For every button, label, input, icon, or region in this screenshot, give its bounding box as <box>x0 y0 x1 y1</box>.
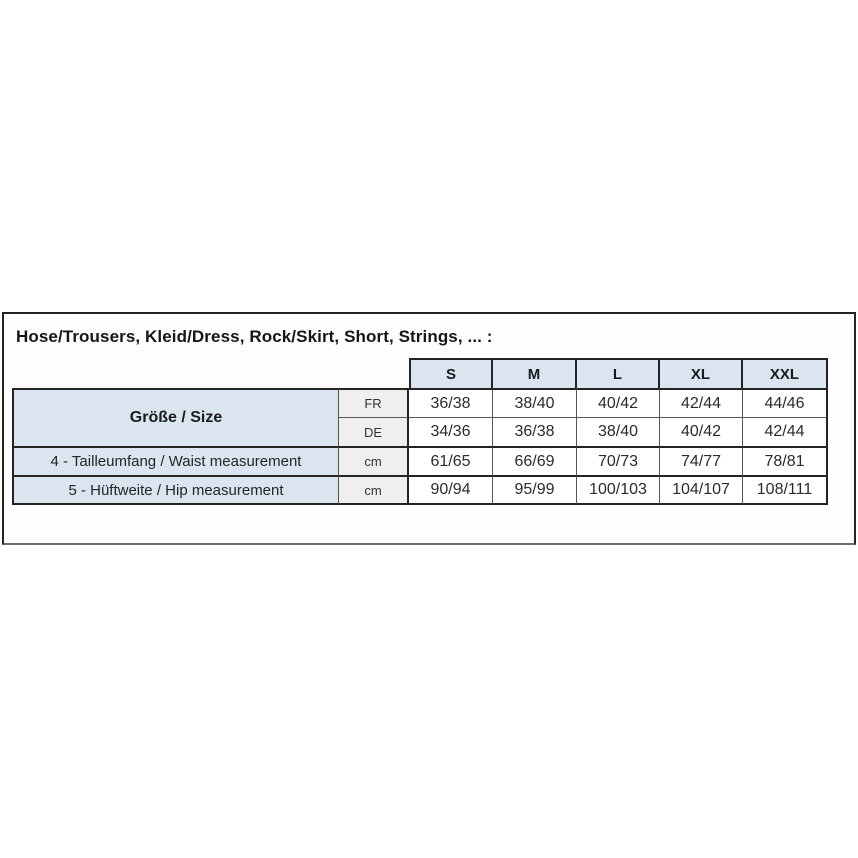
measurement-value-cell: 90/94 <box>409 477 493 505</box>
measurement-value-cell: 66/69 <box>493 448 577 477</box>
measurement-value-cell: 74/77 <box>660 448 743 477</box>
size-value-cell: 38/40 <box>577 418 660 448</box>
size-col-header-xl: XL <box>660 358 743 388</box>
measurement-value-cell: 61/65 <box>409 448 493 477</box>
unit-cell-waist: cm <box>339 448 409 477</box>
size-value-cell: 38/40 <box>493 388 577 418</box>
size-value-cell: 36/38 <box>409 388 493 418</box>
size-value-cell: 40/42 <box>660 418 743 448</box>
size-value-cell: 42/44 <box>660 388 743 418</box>
region-cell-de: DE <box>339 418 409 448</box>
size-col-header-l: L <box>577 358 660 388</box>
measurement-value-cell: 78/81 <box>743 448 828 477</box>
size-col-header-s: S <box>409 358 493 388</box>
size-value-cell: 42/44 <box>743 418 828 448</box>
measurement-value-cell: 95/99 <box>493 477 577 505</box>
region-cell-fr: FR <box>339 388 409 418</box>
measurement-value-cell: 104/107 <box>660 477 743 505</box>
measurement-value-cell: 70/73 <box>577 448 660 477</box>
size-value-cell: 40/42 <box>577 388 660 418</box>
measurement-label-waist: 4 - Tailleumfang / Waist measurement <box>12 448 339 477</box>
measurement-value-cell: 108/111 <box>743 477 828 505</box>
size-value-cell: 36/38 <box>493 418 577 448</box>
size-col-header-xxl: XXL <box>743 358 828 388</box>
measurement-value-cell: 100/103 <box>577 477 660 505</box>
unit-cell-hip: cm <box>339 477 409 505</box>
size-value-cell: 44/46 <box>743 388 828 418</box>
measurement-label-hip: 5 - Hüftweite / Hip measurement <box>12 477 339 505</box>
table-corner-spacer <box>12 358 409 388</box>
size-group-label: Größe / Size <box>12 388 339 448</box>
size-col-header-m: M <box>493 358 577 388</box>
size-chart-panel <box>2 312 856 545</box>
size-table <box>12 358 828 505</box>
size-chart-title: Hose/Trousers, Kleid/Dress, Rock/Skirt, Short, Strings, ... : <box>16 327 493 346</box>
size-value-cell: 34/36 <box>409 418 493 448</box>
